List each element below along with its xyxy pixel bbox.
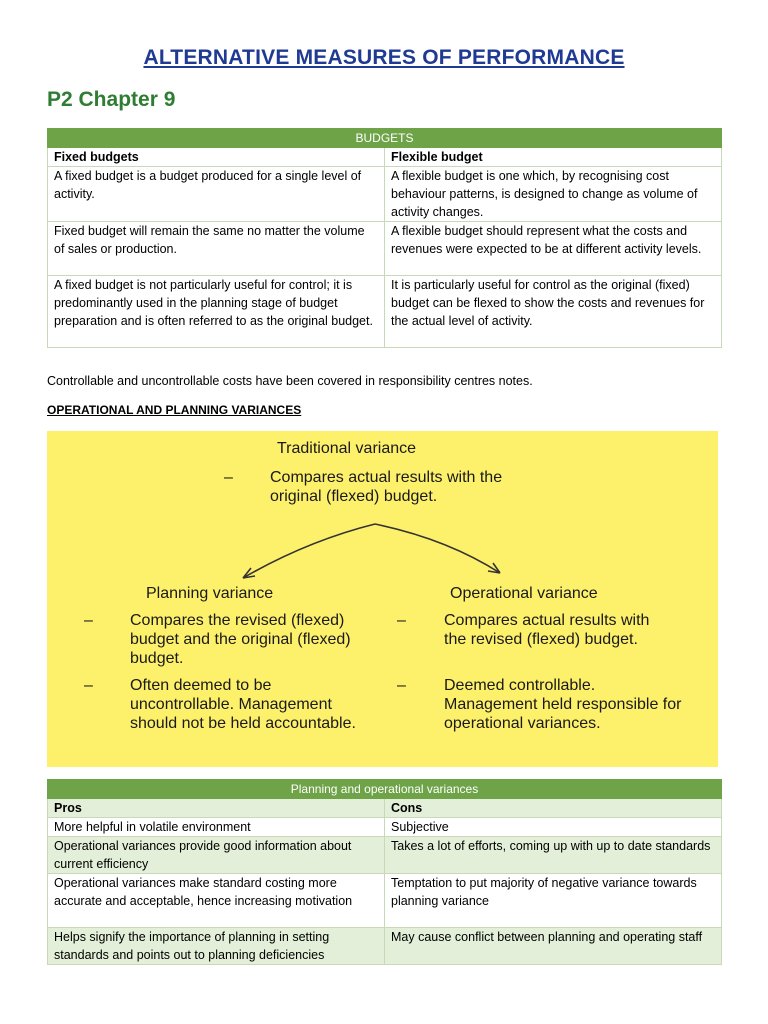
bullet-dash: – — [397, 677, 406, 694]
table-row — [48, 276, 722, 348]
traditional-variance-text: Compares actual results with the original (flexed) budget. — [270, 469, 503, 505]
planning-variance-point: Often deemed to be uncontrollable. Management should not be held accountable. — [130, 677, 356, 732]
fixed-budgets-header: Fixed budgets — [48, 148, 385, 167]
variance-diagram — [47, 431, 718, 767]
table-cell: May cause conflict between planning and operating staff — [385, 928, 722, 965]
section-heading: OPERATIONAL AND PLANNING VARIANCES — [47, 403, 302, 417]
table-row — [48, 837, 722, 874]
table-cell: A flexible budget is one which, by recognising cost behaviour patterns, is designed to change as volume of activity changes. — [385, 167, 722, 222]
table-row — [48, 222, 722, 276]
flexible-budget-header: Flexible budget — [385, 148, 722, 167]
table-cell: It is particularly useful for control as the original (fixed) budget can be flexed to show the costs and revenues for the actual level of activity. — [385, 276, 722, 348]
table-cell: Subjective — [385, 818, 722, 837]
table-cell: Temptation to put majority of negative variance towards planning variance — [385, 874, 722, 928]
table-cell: More helpful in volatile environment — [48, 818, 385, 837]
table-row — [48, 818, 722, 837]
traditional-variance-title: Traditional variance — [277, 440, 417, 457]
table-cell: A fixed budget is a budget produced for a single level of activity. — [48, 167, 385, 222]
operational-variance-title: Operational variance — [450, 585, 598, 602]
page-title: ALTERNATIVE MEASURES OF PERFORMANCE — [143, 46, 625, 69]
table-row — [48, 874, 722, 928]
arrow-right — [375, 524, 500, 573]
table-cell: Operational variances provide good information about current efficiency — [48, 837, 385, 874]
operational-variance-point: Deemed controllable. Management held responsible for operational variances. — [444, 677, 682, 732]
note-text: Controllable and uncontrollable costs have been covered in responsibility centres notes. — [47, 374, 533, 388]
table-cell: Fixed budget will remain the same no matter the volume of sales or production. — [48, 222, 385, 276]
table-row — [48, 167, 722, 222]
table-cell: A flexible budget should represent what the costs and revenues were expected to be at different activity levels. — [385, 222, 722, 276]
arrow-left — [243, 524, 375, 578]
variances-table — [47, 779, 722, 965]
budgets-table — [47, 128, 722, 348]
bullet-dash: – — [84, 612, 93, 629]
chapter-heading: P2 Chapter 9 — [47, 88, 176, 111]
operational-variance-point: Compares actual results with the revised (flexed) budget. — [444, 612, 650, 648]
table-cell: A fixed budget is not particularly useful for control; it is predominantly used in the planning stage of budget preparation and is often referred to as the original budget. — [48, 276, 385, 348]
table-cell: Takes a lot of efforts, coming up with up to date standards — [385, 837, 722, 874]
arrowhead-right — [488, 563, 500, 573]
table-cell: Helps signify the importance of planning in setting standards and points out to planning deficiencies — [48, 928, 385, 965]
pros-header: Pros — [48, 799, 385, 818]
planning-variance-title: Planning variance — [146, 585, 274, 602]
cons-header: Cons — [385, 799, 722, 818]
variances-table-header: Planning and operational variances — [48, 780, 722, 799]
planning-variance-point: Compares the revised (flexed) budget and the original (flexed) budget. — [130, 612, 351, 667]
bullet-dash: – — [397, 612, 406, 629]
table-cell: Operational variances make standard costing more accurate and acceptable, hence increasing motivation — [48, 874, 385, 928]
budgets-table-header: BUDGETS — [48, 129, 722, 148]
table-row — [48, 928, 722, 965]
bullet-dash: – — [84, 677, 93, 694]
bullet-dash: – — [224, 469, 233, 486]
